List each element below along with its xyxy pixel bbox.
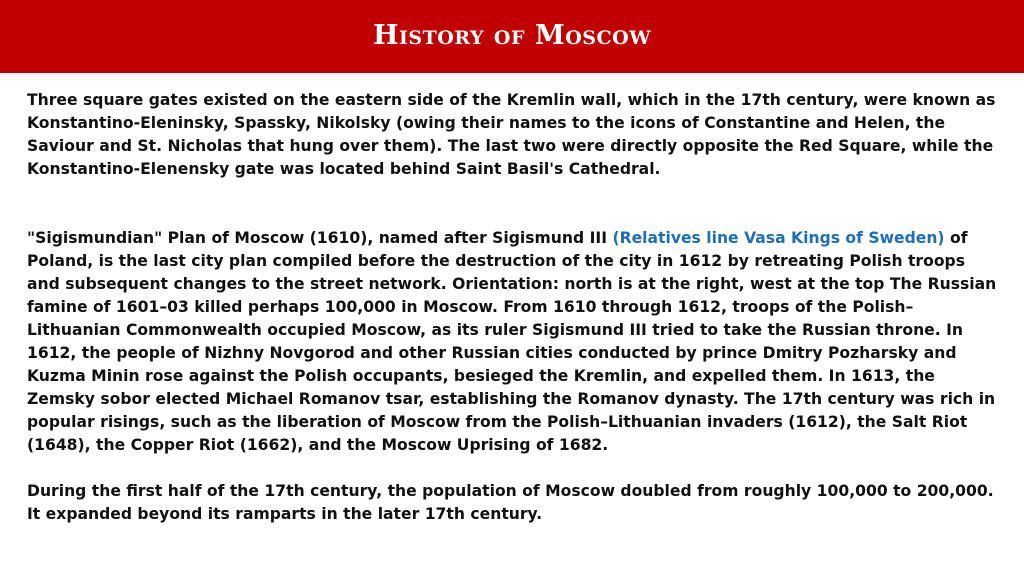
- title-bar: [0, 0, 1024, 73]
- paragraph-text-rest: of Poland, is the last city plan compiled before the destruction of the city in 1612 by retreating Polish troops and subsequent changes to the street network. Orientation: north is at the right, west at the top The Russian famine of 1601–03 killed perhaps 100,000 in Moscow. From 1610 through 1612, troops of the Polish–Lithuanian Commonwealth occupied Moscow, as its ruler Sigismund III tried to take the Russian throne. In 1612, the people of Nizhny Novgorod and other Russian cities conducted by prince Dmitry Pozharsky and Kuzma Minin rose against the Polish occupants, besieged the Kremlin, and expelled them. In 1613, the Zemsky sobor elected Michael Romanov tsar, establishing the Romanov dynasty. The 17th century was rich in popular risings, such as the liberation of Moscow from the Polish–Lithuanian invaders (1612), the Salt Riot (1648), the Copper Riot (1662), and the Moscow Uprising of 1682.: [27, 229, 997, 454]
- vasa-kings-link[interactable]: (Relatives line Vasa Kings of Sweden): [612, 229, 945, 247]
- slide-title: History of Moscow: [372, 20, 652, 51]
- paragraph-text-start: "Sigismundian" Plan of Moscow (1610), named after Sigismund III: [27, 229, 613, 247]
- paragraph-population: During the first half of the 17th century, the population of Moscow doubled from roughly 100,000 to 200,000. It expanded beyond its ramparts in the later 17th century.: [27, 482, 994, 523]
- paragraph-kremlin-gates: Three square gates existed on the eastern side of the Kremlin wall, which in the 17th century, were known as Konstantino-Eleninsky, Spassky, Nikolsky (owing their names to the icons of Constantine and Helen, the Saviour and St. Nicholas that hung over them). The last two were directly opposite the Red Square, while the Konstantino-Elenensky gate was located behind Saint Basil's Cathedral.: [27, 91, 996, 178]
- paragraph-sigismundian-plan: [27, 227, 999, 457]
- slide-body: [27, 89, 999, 526]
